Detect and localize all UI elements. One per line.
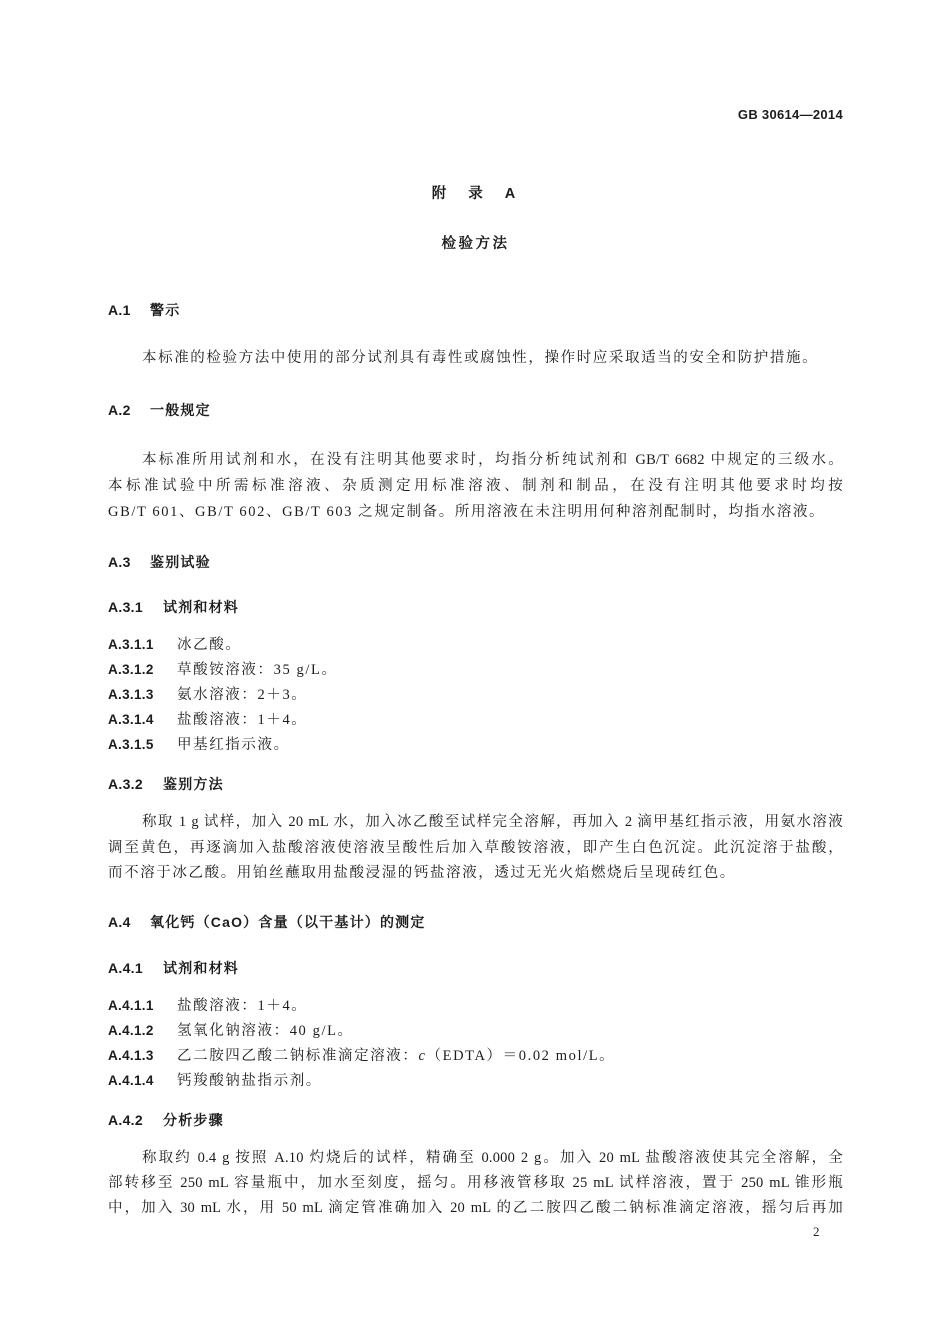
subsection-number: A.4.2 xyxy=(108,1112,143,1128)
item-text-prefix: 乙二胺四乙酸二钠标准滴定溶液： xyxy=(177,1048,419,1064)
section-a3-heading xyxy=(108,551,211,573)
subsection-number: A.3.1 xyxy=(108,599,143,615)
item-number: A.4.1.4 xyxy=(108,1073,154,1088)
list-item xyxy=(108,995,307,1017)
paragraph-line: 本标准所用试剂和水，在没有注明其他要求时，均指分析纯试剂和 GB/T 6682 中规定的三级水。 xyxy=(142,452,843,468)
item-text: 甲基红指示液。 xyxy=(177,737,290,753)
item-text: 钙羧酸钠盐指示剂。 xyxy=(177,1073,322,1089)
item-number: A.4.1.2 xyxy=(108,1023,154,1038)
item-number: A.3.1.3 xyxy=(108,687,154,702)
section-a2-heading xyxy=(108,399,211,421)
item-text: 盐酸溶液：1＋4。 xyxy=(177,712,308,728)
item-text: 冰乙酸。 xyxy=(177,637,242,653)
list-item xyxy=(108,684,307,706)
subsection-title: 试剂和材料 xyxy=(163,599,239,615)
item-number: A.3.1.4 xyxy=(108,712,154,727)
paragraph-line: 本标准的检验方法中使用的部分试剂具有毒性或腐蚀性，操作时应采取适当的安全和防护措施。 xyxy=(142,350,819,366)
item-text: 氢氧化钠溶液：40 g/L。 xyxy=(177,1023,354,1039)
paragraph-line: GB/T 601、GB/T 602、GB/T 603 之规定制备。所用溶液在未注明用何种溶剂配制时，均指水溶液。 xyxy=(108,504,826,520)
paragraph-line: 调至黄色，再逐滴加入盐酸溶液使溶液呈酸性后加入草酸铵溶液，即产生白色沉淀。此沉淀溶于盐酸， xyxy=(108,840,843,856)
subsection-a3-1-heading xyxy=(108,596,239,618)
section-title: 一般规定 xyxy=(150,402,211,418)
paragraph-line: 中，加入 30 mL 水，用 50 mL 滴定管准确加入 20 mL 的乙二胺四乙酸二钠标准滴定溶液，摇匀后再加 xyxy=(108,1200,843,1216)
subsection-number: A.3.2 xyxy=(108,776,143,792)
list-item xyxy=(108,659,338,681)
subsection-title: 鉴别方法 xyxy=(163,776,224,792)
section-title: 鉴别试验 xyxy=(150,554,211,570)
concentration-symbol: c xyxy=(418,1048,427,1064)
paragraph-line: 本标准试验中所需标准溶液、杂质测定用标准溶液、制剂和制品，在没有注明其他要求时均按 xyxy=(108,478,843,494)
section-title: 氧化钙（CaO）含量（以干基计）的测定 xyxy=(150,914,426,930)
section-number: A.3 xyxy=(108,554,131,570)
subsection-number: A.4.1 xyxy=(108,960,143,976)
subsection-title: 分析步骤 xyxy=(163,1112,224,1128)
appendix-title: 检验方法 xyxy=(441,236,510,252)
item-text: 盐酸溶液：1＋4。 xyxy=(177,998,308,1014)
list-item xyxy=(108,709,307,731)
section-title: 警示 xyxy=(150,302,181,318)
subsection-a3-2-heading xyxy=(108,773,224,795)
subsection-a4-2-heading xyxy=(108,1109,224,1131)
section-a4-heading xyxy=(108,911,426,933)
section-a1-heading xyxy=(108,299,180,321)
paragraph-line: 称取约 0.4 g 按照 A.10 灼烧后的试样，精确至 0.000 2 g。加入 20 mL 盐酸溶液使其完全溶解，全 xyxy=(142,1150,843,1166)
item-number: A.4.1.1 xyxy=(108,998,154,1013)
section-number: A.4 xyxy=(108,914,131,930)
section-number: A.1 xyxy=(108,302,131,318)
item-text: 氨水溶液：2＋3。 xyxy=(177,687,308,703)
item-number: A.3.1.1 xyxy=(108,637,154,652)
page-number: 2 xyxy=(813,1224,820,1239)
section-number: A.2 xyxy=(108,402,131,418)
subsection-title: 试剂和材料 xyxy=(163,960,239,976)
item-text-suffix: （EDTA）＝0.02 mol/L。 xyxy=(426,1048,616,1064)
paragraph-line: 称取 1 g 试样，加入 20 mL 水，加入冰乙酸至试样完全溶解，再加入 2 滴甲基红指示液，用氨水溶液 xyxy=(142,814,843,830)
paragraph-line: 而不溶于冰乙酸。用铂丝蘸取用盐酸浸湿的钙盐溶液，透过无光火焰燃烧后呈现砖红色。 xyxy=(108,865,736,881)
item-text: 草酸铵溶液：35 g/L。 xyxy=(177,662,338,678)
item-number: A.3.1.5 xyxy=(108,737,154,752)
list-item xyxy=(108,1070,322,1092)
list-item xyxy=(108,634,241,656)
list-item xyxy=(108,1045,615,1067)
appendix-label: 附 录 A xyxy=(431,186,520,202)
list-item xyxy=(108,1020,354,1042)
item-number: A.3.1.2 xyxy=(108,662,154,677)
item-number: A.4.1.3 xyxy=(108,1048,154,1063)
subsection-a4-1-heading xyxy=(108,957,239,979)
list-item xyxy=(108,734,290,756)
standard-number: GB 30614—2014 xyxy=(737,107,843,122)
paragraph-line: 部转移至 250 mL 容量瓶中，加水至刻度，摇匀。用移液管移取 25 mL 试样溶液，置于 250 mL 锥形瓶 xyxy=(108,1175,843,1191)
